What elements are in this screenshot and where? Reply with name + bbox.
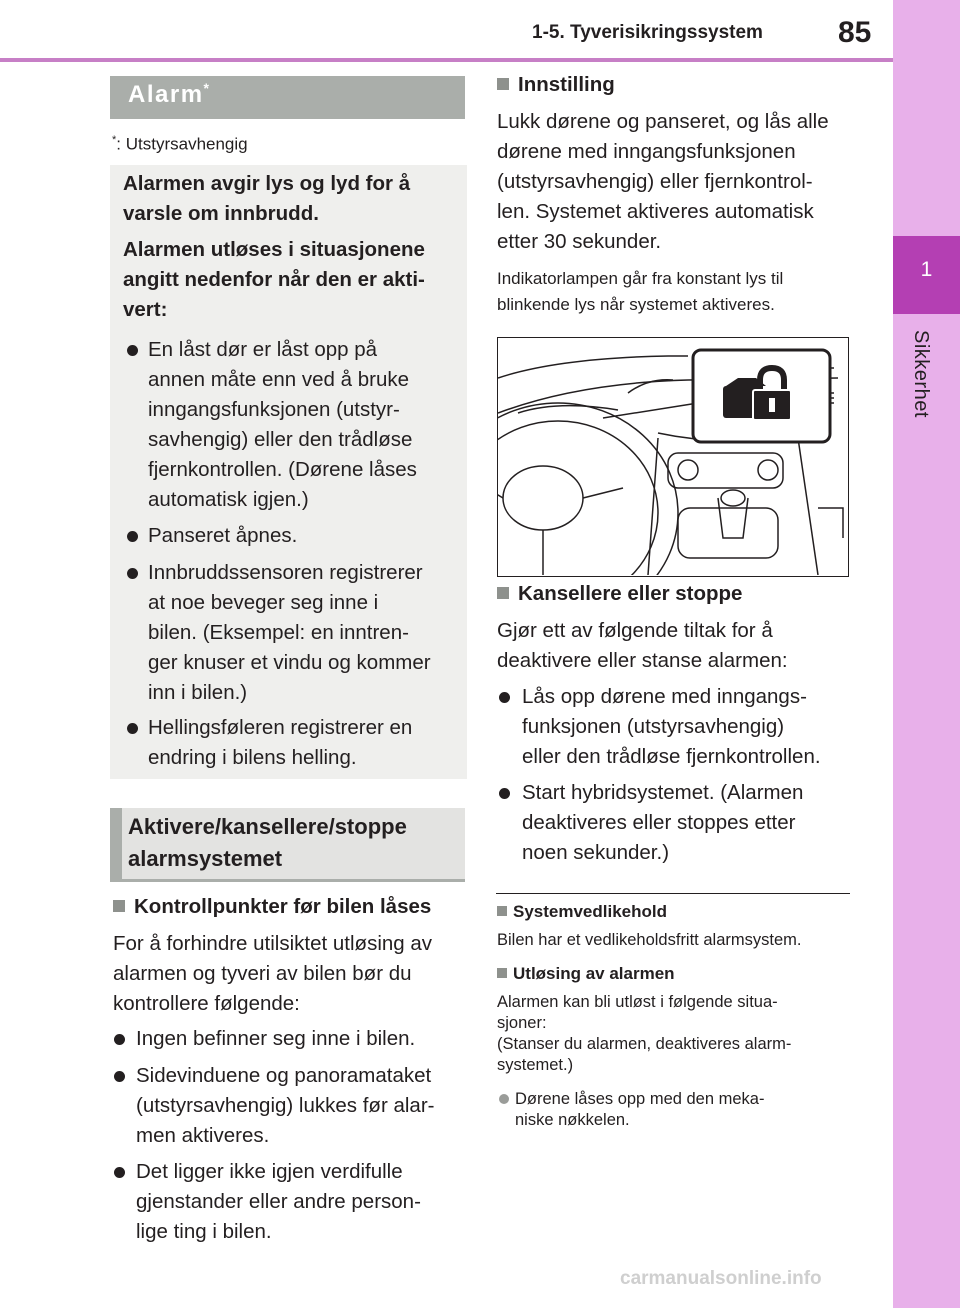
alarm-heading: Alarm* xyxy=(128,80,211,108)
bullet-icon xyxy=(127,345,138,356)
cancel-intro: Gjør ett av følgende tiltak for å deaktivere eller stanse alarmen: xyxy=(497,619,788,672)
cancel-bullet-2: Start hybridsystemet. (Alarmen deaktiveres eller stoppes etter noen sekunder.) xyxy=(522,781,804,864)
cancel-heading: Kansellere eller stoppe xyxy=(497,579,742,609)
square-bullet-icon xyxy=(497,78,509,90)
header-rule xyxy=(0,58,893,62)
bullet-icon xyxy=(127,568,138,579)
footnote: *: Utstyrsavhengig xyxy=(112,134,248,154)
chapter-number: 1 xyxy=(920,258,933,281)
setting-heading: Innstilling xyxy=(497,70,615,100)
dashboard-illustration xyxy=(497,337,849,577)
trigger-text: Alarmen kan bli utløst i følgende situa- sjoner: (Stanser du alarmen, deaktiveres alarm- systemet.) xyxy=(497,993,792,1074)
check-intro: For å forhindre utilsiktet utløsing av alarmen og tyveri av bilen bør du kontrollere følgende: xyxy=(113,932,433,1015)
chapter-label: Sikkerhet xyxy=(910,330,932,418)
check-heading: Kontrollpunkter før bilen låses xyxy=(113,892,431,922)
alarm-bullet-1: En låst dør er låst opp på annen måte enn ved å bruke inngangsfunksjonen (utstyr- savhengig) eller den trådløse fjernkontrollen. (Dørene låses automatisk igjen.) xyxy=(148,338,417,511)
check-bullet-2: Sidevinduene og panoramataket (utstyrsavhengig) lukkes før alar- men aktiveres. xyxy=(136,1064,435,1147)
setting-text: Lukk dørene og panseret, og lås alle dørene med inngangsfunksjonen (utstyrsavhengig) eller fjernkontrol- len. Systemet aktiveres automatisk etter 30 sekunder. xyxy=(497,110,829,253)
check-bullet-1: Ingen befinner seg inne i bilen. xyxy=(136,1027,416,1050)
bullet-icon xyxy=(499,1094,509,1104)
alarm-intro-1: Alarmen avgir lys og lyd for å varsle om innbrudd. xyxy=(123,172,411,225)
section-title: 1-5. Tyverisikringssystem xyxy=(532,22,763,43)
alarm-bullet-4: Hellingsføleren registrerer en endring i bilens helling. xyxy=(148,716,413,769)
square-bullet-icon xyxy=(497,906,507,916)
watermark: carmanualsonline.info xyxy=(620,1268,822,1289)
bullet-icon xyxy=(499,692,510,703)
dashboard-drawing xyxy=(498,338,847,575)
alarm-bullet-3: Innbruddssensoren registrerer at noe beveger seg inne i bilen. (Eksempel: en inntren- ger knuser et vindu og kommer inn i bilen.) xyxy=(148,561,431,704)
cancel-bullet-1: Lås opp dørene med inngangs- funksjonen (utstyrsavhengig) eller den trådløse fjernkontrollen. xyxy=(522,685,821,768)
page-number: 85 xyxy=(838,16,872,49)
bullet-icon xyxy=(127,531,138,542)
maintenance-heading: Systemvedlikehold xyxy=(497,901,667,922)
bullet-icon xyxy=(114,1167,125,1178)
divider xyxy=(496,893,850,894)
alarm-intro-2: Alarmen utløses i situasjonene angitt nedenfor når den er akti- vert: xyxy=(123,238,425,321)
check-bullet-3: Det ligger ikke igjen verdifulle gjenstander eller andre person- lige ting i bilen. xyxy=(136,1160,421,1243)
bullet-icon xyxy=(114,1034,125,1045)
square-bullet-icon xyxy=(497,587,509,599)
section-heading: Aktivere/kansellere/stoppe alarmsystemet xyxy=(128,814,407,871)
bullet-icon xyxy=(114,1071,125,1082)
bullet-icon xyxy=(499,788,510,799)
setting-note: Indikatorlampen går fra konstant lys til blinkende lys når systemet aktiveres. xyxy=(497,269,784,314)
square-bullet-icon xyxy=(113,900,125,912)
trigger-bullet-1: Dørene låses opp med den meka- niske nøkkelen. xyxy=(515,1090,765,1129)
bullet-icon xyxy=(127,723,138,734)
maintenance-text: Bilen har et vedlikeholdsfritt alarmsystem. xyxy=(497,931,802,949)
square-bullet-icon xyxy=(497,968,507,978)
side-tab-strip xyxy=(893,0,960,1308)
trigger-heading: Utløsing av alarmen xyxy=(497,963,675,984)
alarm-bullet-2: Panseret åpnes. xyxy=(148,524,298,547)
